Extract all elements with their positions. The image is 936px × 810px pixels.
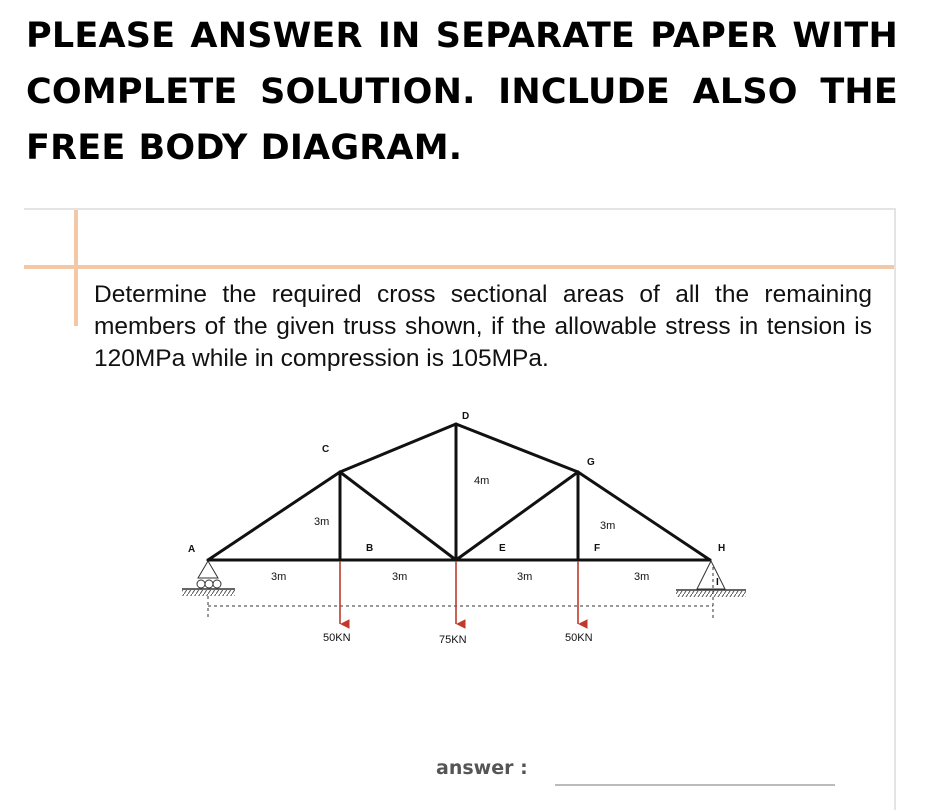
- height-label-d: 4m: [474, 475, 490, 487]
- heading-word: DIAGRAM.: [260, 128, 463, 168]
- truss-members: [208, 424, 710, 560]
- node-label-d: D: [462, 411, 470, 422]
- node-label-g: G: [587, 457, 595, 468]
- member-cd: [340, 424, 456, 472]
- heading-word: IN: [377, 16, 421, 56]
- span-label-1: 3m: [271, 571, 287, 583]
- heading-word: COMPLETE: [26, 72, 238, 112]
- node-label-b: B: [366, 543, 374, 554]
- heading-word: ANSWER: [190, 16, 363, 56]
- node-label-e: E: [499, 543, 506, 554]
- heading-word: PAPER: [650, 16, 778, 56]
- node-label-i: I: [716, 577, 719, 588]
- heading-word: THE: [820, 72, 898, 112]
- heading-word: PLEASE: [26, 16, 176, 56]
- answer-label: answer :: [436, 757, 528, 779]
- span-label-2: 3m: [392, 571, 408, 583]
- load-label-e: 75KN: [439, 634, 467, 646]
- load-arrows: [340, 561, 578, 624]
- pin-support: [676, 561, 746, 597]
- node-label-a: A: [188, 544, 196, 555]
- node-label-h: H: [718, 543, 726, 554]
- answer-blank[interactable]: [555, 784, 835, 786]
- load-label-b: 50KN: [323, 632, 351, 644]
- height-label-g: 3m: [600, 520, 616, 532]
- heading-word: FREE: [26, 128, 126, 168]
- heading-word: INCLUDE: [498, 72, 670, 112]
- roller-support: [182, 561, 235, 596]
- load-label-f: 50KN: [565, 632, 593, 644]
- node-label-c: C: [322, 444, 330, 455]
- heading-word: SEPARATE: [435, 16, 636, 56]
- heading-word: WITH: [792, 16, 898, 56]
- height-label-c: 3m: [314, 516, 330, 528]
- node-label-f: F: [594, 543, 601, 554]
- span-label-4: 3m: [634, 571, 650, 583]
- heading-word: SOLUTION.: [260, 72, 476, 112]
- span-label-3: 3m: [517, 571, 533, 583]
- problem-statement: Determine the required cross sectional areas of all the remaining members of the given truss shown, if the allowable stress in tension is 120MPa while in compression is 105MPa.: [94, 281, 872, 372]
- member-dg: [456, 424, 578, 472]
- member-c-diagonal: [340, 472, 456, 560]
- heading-word: BODY: [138, 128, 248, 168]
- heading-word: ALSO: [692, 72, 798, 112]
